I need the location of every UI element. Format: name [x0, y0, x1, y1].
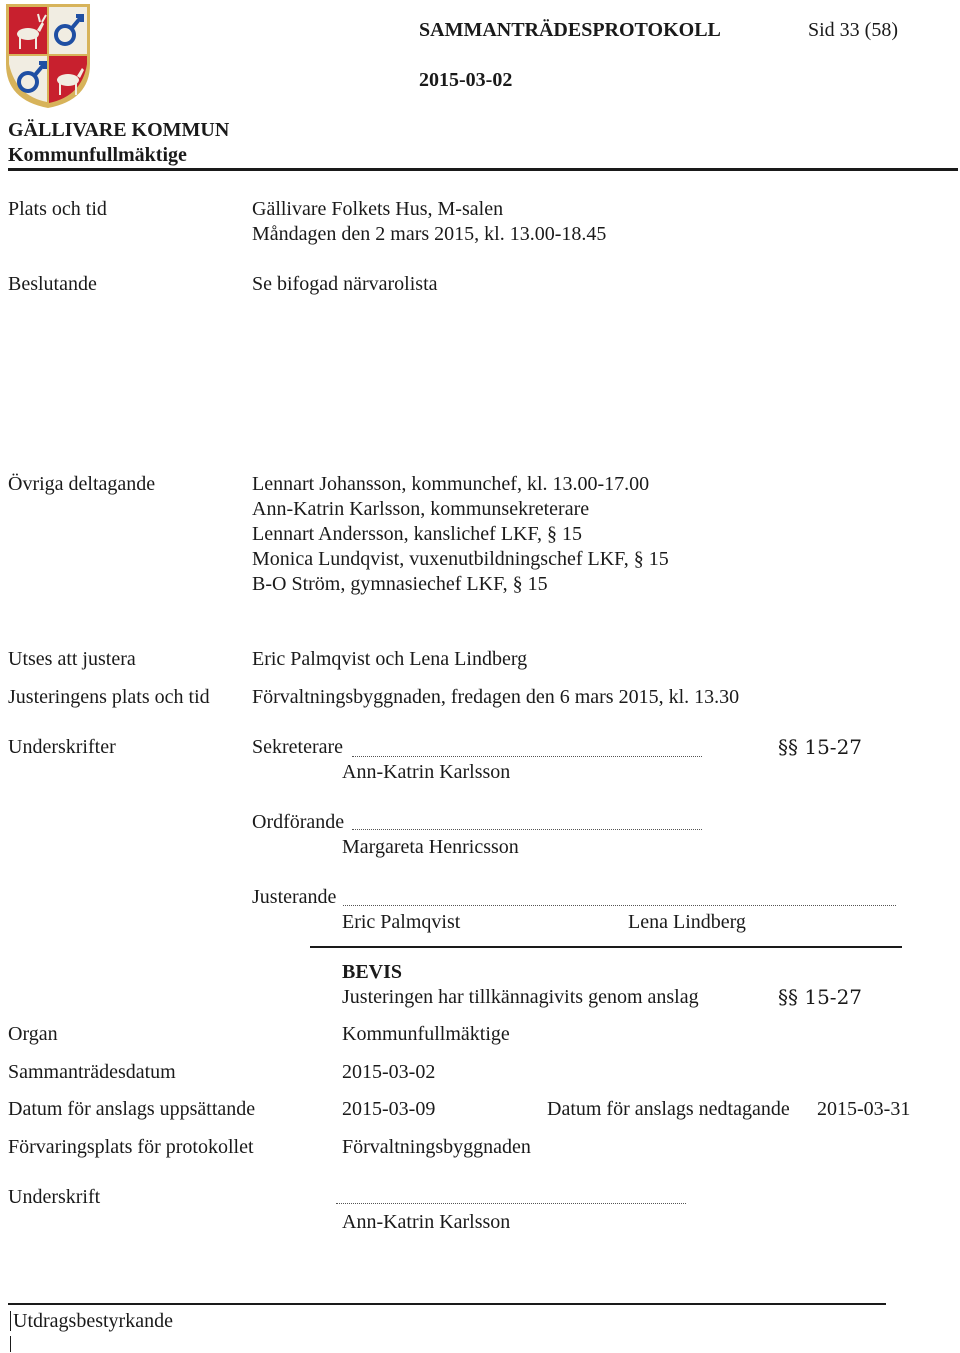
underskrift-name: Ann-Katrin Karlsson: [342, 1211, 511, 1233]
justering-plats-value: Förvaltningsbyggnaden, fredagen den 6 mars 2015, kl. 13.30: [252, 686, 740, 708]
bevis-text: Justeringen har tillkännagivits genom anslag: [342, 986, 699, 1008]
footer-box-edge: [10, 1311, 11, 1331]
organ-label: Organ: [8, 1023, 58, 1045]
ordforande-name: Margareta Henricsson: [342, 836, 519, 858]
ovriga-line: Ann-Katrin Karlsson, kommunsekreterare: [252, 498, 590, 520]
uppsattande-value: 2015-03-09: [342, 1098, 436, 1120]
sekreterare-label: Sekreterare: [252, 736, 344, 758]
plats-line-1: Gällivare Folkets Hus, M-salen: [252, 198, 504, 220]
underskrift-signature-line: [336, 1203, 686, 1204]
utdragsbestyrkande-label: Utdragsbestyrkande: [13, 1310, 173, 1332]
bevis-paragraphs: §§ 15-27: [778, 985, 863, 1009]
municipality-name: GÄLLIVARE KOMMUN: [8, 119, 230, 141]
sekreterare-signature-line: [352, 756, 702, 757]
beslutande-label: Beslutande: [8, 273, 97, 295]
beslutande-value: Se bifogad närvarolista: [252, 273, 438, 295]
forvaring-value: Förvaltningsbyggnaden: [342, 1136, 531, 1158]
page-number: Sid 33 (58): [808, 19, 898, 41]
plats-line-2: Måndagen den 2 mars 2015, kl. 13.00-18.45: [252, 223, 607, 245]
nedtagande-value: 2015-03-31: [817, 1098, 911, 1120]
bevis-heading: BEVIS: [342, 961, 403, 983]
ordforande-label: Ordförande: [252, 811, 345, 833]
justering-plats-label: Justeringens plats och tid: [8, 686, 210, 708]
ovriga-line: Lennart Andersson, kanslichef LKF, § 15: [252, 523, 582, 545]
ovriga-line: Monica Lundqvist, vuxenutbildningschef LKF, § 15: [252, 548, 669, 570]
header-divider: [8, 168, 958, 171]
justera-label: Utses att justera: [8, 648, 136, 670]
justera-value: Eric Palmqvist och Lena Lindberg: [252, 648, 528, 670]
document-date: 2015-03-02: [419, 69, 513, 91]
forvaring-label: Förvaringsplats för protokollet: [8, 1136, 254, 1158]
organ-value: Kommunfullmäktige: [342, 1023, 510, 1045]
ovriga-label: Övriga deltagande: [8, 473, 156, 495]
sekreterare-paragraphs: §§ 15-27: [778, 735, 863, 759]
body-name: Kommunfullmäktige: [8, 144, 187, 166]
plats-label: Plats och tid: [8, 198, 107, 220]
underskrifter-label: Underskrifter: [8, 736, 116, 758]
sammantradesdatum-value: 2015-03-02: [342, 1061, 436, 1083]
coat-of-arms-logo: [4, 2, 92, 110]
justerande-name-1: Eric Palmqvist: [342, 911, 461, 933]
footer-box-edge: [10, 1336, 11, 1352]
justerande-label: Justerande: [252, 886, 337, 908]
footer-divider: [8, 1303, 886, 1305]
underskrift-label: Underskrift: [8, 1186, 101, 1208]
uppsattande-label: Datum för anslags uppsättande: [8, 1098, 256, 1120]
ovriga-line: B-O Ström, gymnasiechef LKF, § 15: [252, 573, 548, 595]
justerande-signature-line: [343, 905, 896, 906]
bevis-divider: [310, 946, 902, 948]
justerande-name-2: Lena Lindberg: [628, 911, 746, 933]
sammantradesdatum-label: Sammanträdesdatum: [8, 1061, 176, 1083]
nedtagande-label: Datum för anslags nedtagande: [547, 1098, 790, 1120]
ovriga-line: Lennart Johansson, kommunchef, kl. 13.00-17.00: [252, 473, 650, 495]
document-title: SAMMANTRÄDESPROTOKOLL: [419, 19, 721, 41]
ordforande-signature-line: [352, 829, 702, 830]
sekreterare-name: Ann-Katrin Karlsson: [342, 761, 511, 783]
